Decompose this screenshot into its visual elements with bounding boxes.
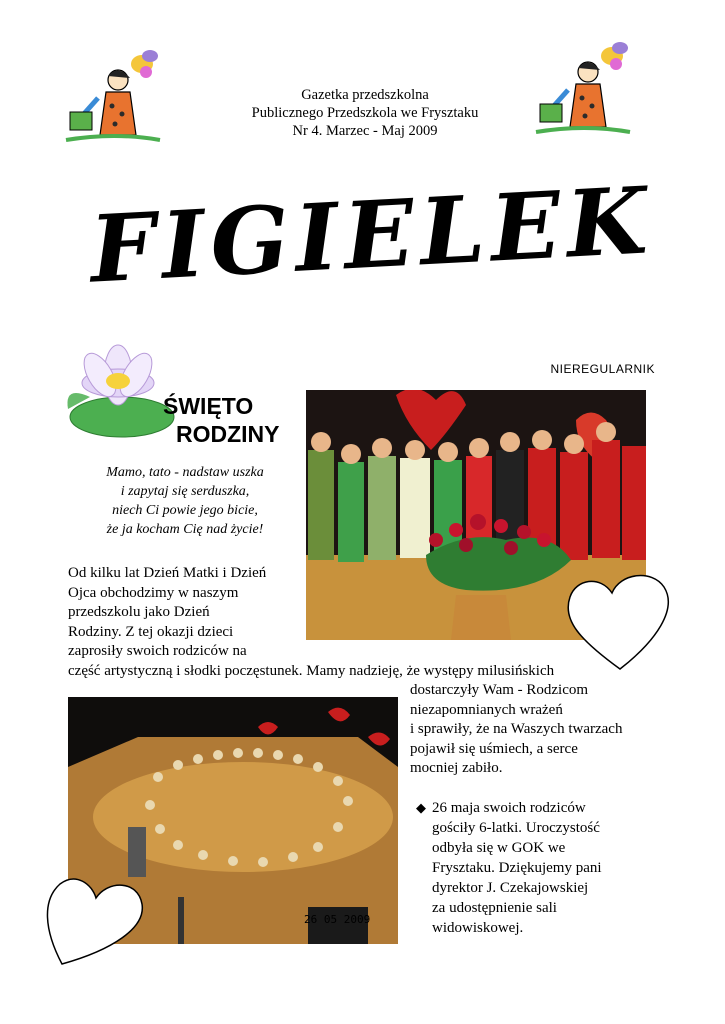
header-line-3: Nr 4. Marzec - Maj 2009 bbox=[292, 123, 438, 139]
paragraph-line: i sprawiły, że na Waszych twarzach bbox=[410, 721, 623, 737]
bullet-item bbox=[416, 798, 652, 938]
bullet-line: Frysztaku. Dziękujemy pani bbox=[432, 860, 602, 876]
newsletter-header bbox=[200, 86, 530, 140]
water-lily-clipart bbox=[60, 335, 175, 440]
paragraph-line: część artystyczną i słodki poczęstunek. Mamy nadzieję, że występy milusińskich bbox=[68, 662, 555, 679]
child-watering-flowers-clipart-right bbox=[530, 32, 640, 142]
article-paragraph-continued bbox=[410, 681, 622, 779]
diamond-bullet-icon: ◆ bbox=[416, 800, 426, 815]
bullet-line: za udostępnienie sali bbox=[432, 900, 557, 916]
section-title-line-2: RODZINY bbox=[176, 421, 280, 447]
photo-datestamp: 26 05 2009 bbox=[304, 913, 371, 926]
paragraph-line: dostarczyły Wam - Rodzicom bbox=[410, 682, 589, 698]
frequency-tag: NIEREGULARNIK bbox=[550, 362, 655, 376]
bullet-line: 26 maja swoich rodziców bbox=[432, 800, 586, 816]
bullet-line: odbyła się w GOK we bbox=[432, 840, 566, 856]
poem-line: Mamo, tato - nadstaw uszka bbox=[106, 465, 264, 480]
paragraph-line: niezapomnianych wrażeń bbox=[410, 701, 563, 718]
bullet-line: gościły 6-latki. Uroczystość bbox=[432, 820, 600, 836]
paragraph-line: zaprosiły swoich rodziców na bbox=[68, 643, 247, 659]
heart-outline-decoration bbox=[560, 565, 680, 675]
paragraph-line: pojawił się uśmiech, a serce bbox=[410, 740, 578, 757]
header-line-2: Publicznego Przedszkola we Frysztaku bbox=[251, 105, 479, 121]
paragraph-line: przedszkolu jako Dzień bbox=[68, 604, 210, 620]
section-title-line-1: ŚWIĘTO bbox=[163, 393, 254, 419]
article-paragraph bbox=[68, 564, 554, 681]
header-line-1: Gazetka przedszkolna bbox=[301, 87, 429, 103]
heart-outline-decoration bbox=[42, 860, 152, 970]
paragraph-line: Od kilku lat Dzień Matki i Dzień bbox=[68, 565, 267, 581]
bullet-line: dyrektor J. Czekajowskiej bbox=[432, 880, 589, 896]
poem-line: że ja kocham Cię nad życie! bbox=[106, 522, 264, 537]
poem-line: niech Ci powie jego bicie, bbox=[112, 503, 258, 518]
paragraph-line: Rodziny. Z tej okazji dzieci bbox=[68, 623, 234, 640]
poem bbox=[70, 463, 300, 539]
child-watering-flowers-clipart-left bbox=[60, 40, 170, 150]
bullet-line: widowiskowej. bbox=[432, 920, 524, 936]
paragraph-line: Ojca obchodzimy w naszym bbox=[68, 584, 239, 601]
newsletter-title: FIGIELEK bbox=[87, 166, 656, 304]
paragraph-line: mocniej zabiło. bbox=[410, 760, 503, 776]
poem-line: i zapytaj się serduszka, bbox=[120, 484, 250, 499]
